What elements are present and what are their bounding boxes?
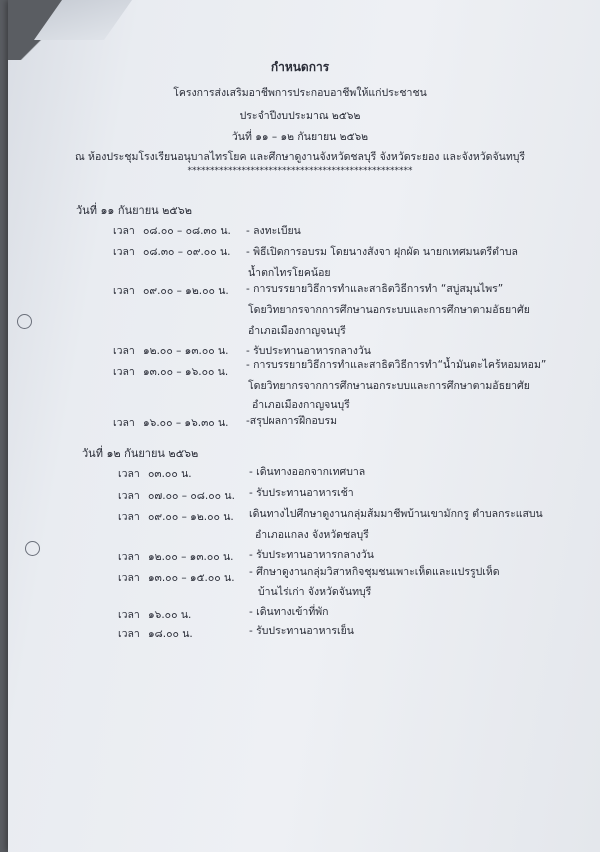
time-label: เวลา: [118, 628, 140, 640]
time-label: เวลา: [113, 285, 135, 297]
time-range: ๐๙.๐๐ – ๑๒.๐๐ น.: [148, 511, 234, 523]
activity-text: น้ำตกไทรโยคน้อย: [248, 267, 331, 279]
time-label: เวลา: [113, 246, 135, 258]
activity-text: - รับประทานอาหารกลางวัน: [246, 345, 371, 357]
time-range: ๑๒.๐๐ – ๑๓.๐๐ น.: [148, 551, 234, 563]
time-range: ๑๒.๐๐ – ๑๓.๐๐ น.: [143, 345, 229, 357]
activity-text: อำเภอแกลง จังหวัดชลบุรี: [255, 529, 369, 541]
document-title: กำหนดการ: [270, 60, 330, 74]
activity-text: โดยวิทยากรจากการศึกษานอกระบบและการศึกษาตามอัธยาศัย: [248, 304, 530, 316]
activity-text: - เดินทางออกจากเทศบาล: [249, 466, 366, 478]
day1-heading: วันที่ ๑๑ กันยายน ๒๕๖๒: [76, 204, 192, 217]
activity-text: - ศึกษาดูงานกลุ่มวิสาหกิจชุมชนเพาะเห็ดและแปรรูปเห็ด: [249, 566, 500, 578]
activity-text: - รับประทานอาหารกลางวัน: [249, 549, 374, 561]
day2-heading: วันที่ ๑๒ กันยายน ๒๕๖๒: [82, 447, 199, 460]
time-range: ๑๖.๐๐ น.: [148, 609, 192, 621]
event-location: ณ ห้องประชุมโรงเรียนอนุบาลไทรโยค และศึกษาดูงานจังหวัดชลบุรี จังหวัดระยอง และจังหวัดจันทบุรี: [74, 151, 526, 163]
time-label: เวลา: [113, 366, 135, 378]
activity-text: - ลงทะเบียน: [246, 225, 301, 237]
time-label: เวลา: [118, 490, 140, 502]
time-label: เวลา: [118, 572, 140, 584]
time-label: เวลา: [113, 417, 135, 429]
activity-text: เดินทางไปศึกษาดูงานกลุ่มส้มมาชีพบ้านเขามักกรู ตำบลกระแสบน: [249, 508, 543, 520]
time-label: เวลา: [113, 345, 135, 357]
activity-text: - เดินทางเข้าที่พัก: [249, 606, 329, 618]
time-label: เวลา: [113, 225, 135, 237]
time-range: ๑๖.๐๐ – ๑๖.๓๐ น.: [143, 417, 229, 429]
punch-hole-icon: [17, 314, 32, 329]
time-range: ๐๘.๐๐ – ๐๘.๓๐ น.: [143, 225, 231, 237]
time-range: ๐๙.๐๐ – ๑๒.๐๐ น.: [143, 285, 229, 297]
time-label: เวลา: [118, 551, 140, 563]
time-range: ๐๘.๓๐ – ๐๙.๐๐ น.: [143, 246, 231, 258]
folded-corner: [34, 0, 132, 40]
time-label: เวลา: [118, 511, 140, 523]
project-name: โครงการส่งเสริมอาชีพการประกอบอาชีพให้แก่ประชาชน: [173, 87, 427, 99]
activity-text: อำเภอเมืองกาญจนบุรี: [248, 325, 346, 337]
activity-text: -สรุปผลการฝึกอบรม: [246, 415, 338, 427]
fiscal-year: ประจำปีงบประมาณ ๒๕๖๒: [239, 110, 361, 122]
punch-hole-icon: [25, 541, 40, 556]
activity-text: - รับประทานอาหารเช้า: [249, 487, 354, 499]
event-dates: วันที่ ๑๑ – ๑๒ กันยายน ๒๕๖๒: [231, 131, 369, 143]
time-range: ๑๘.๐๐ น.: [148, 628, 193, 640]
activity-text: - การบรรยายวิธีการทำและสาธิตวิธีการทำ “สบู่สมุนไพร”: [246, 283, 504, 295]
activity-text: - พิธีเปิดการอบรม โดยนางสังจา ฝุกผัด นายกเทศมนตรีตำบล: [246, 246, 518, 258]
activity-text: อำเภอเมืองกาญจนบุรี: [252, 399, 350, 411]
separator-stars: **************************************************: [187, 166, 413, 176]
activity-text: - รับประทานอาหารเย็น: [249, 625, 354, 637]
activity-text: - การบรรยายวิธีการทำและสาธิตวิธีการทำ“น้ำมันตะไคร้หอมหอม”: [246, 359, 547, 371]
time-range: ๑๓.๐๐ – ๑๖.๐๐ น.: [143, 366, 229, 378]
time-range: ๑๓.๐๐ – ๑๕.๐๐ น.: [148, 572, 235, 584]
time-label: เวลา: [118, 609, 140, 621]
time-range: ๐๓.๐๐ น.: [148, 468, 192, 480]
activity-text: โดยวิทยากรจากการศึกษานอกระบบและการศึกษาตามอัธยาศัย: [248, 380, 530, 392]
time-label: เวลา: [118, 468, 140, 480]
activity-text: บ้านไร่เก่า จังหวัดจันทบุรี: [258, 586, 372, 598]
time-range: ๐๗.๐๐ – ๐๘.๐๐ น.: [148, 490, 235, 502]
